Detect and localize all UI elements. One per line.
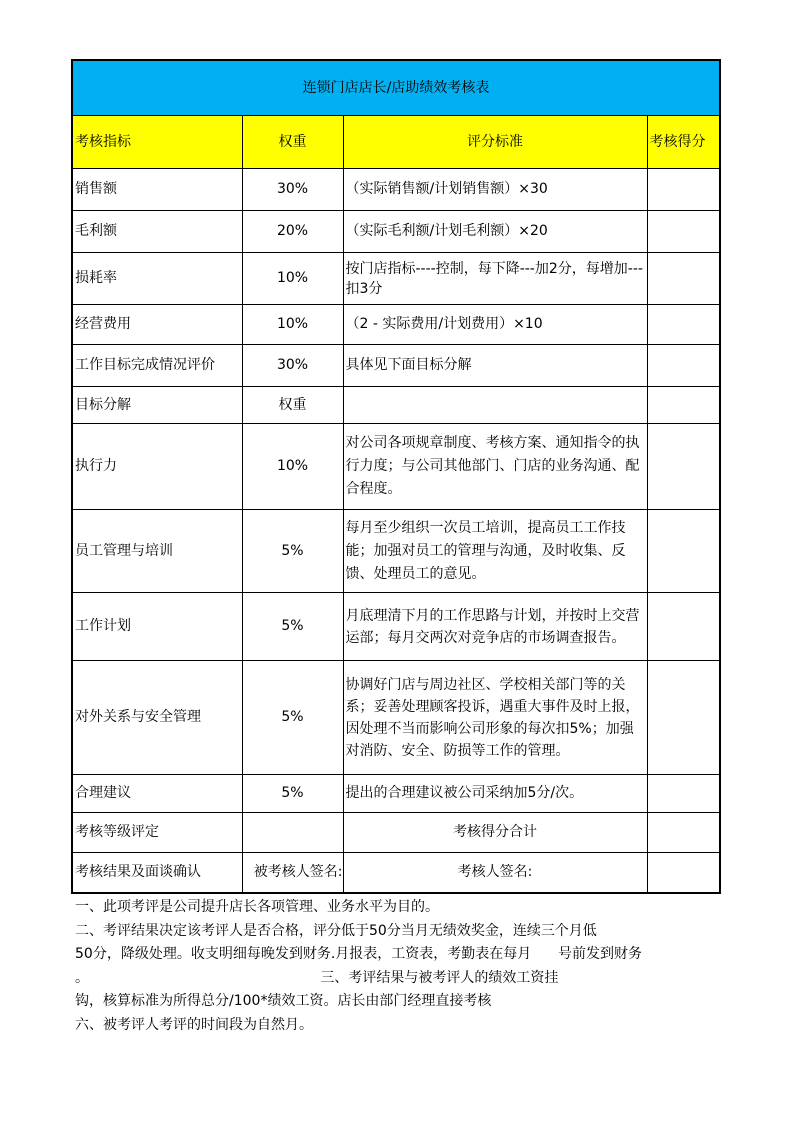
table-row — [72, 169, 720, 211]
indicator-cell: 经营费用 — [72, 305, 242, 345]
indicator-cell: 工作计划 — [72, 593, 242, 661]
grade-label: 考核等级评定 — [72, 813, 242, 853]
weight-cell: 5% — [242, 510, 343, 593]
criteria-cell: （实际销售额/计划销售额）×30 — [343, 169, 647, 211]
note-line: 六、被考评人考评的时间段为自然月。 — [75, 1016, 313, 1033]
note-line: 50分，降级处理。收支明细每晚发到财务.月报表，工资表，考勤表在每月 号前发到财务 — [75, 946, 642, 962]
table-title: 连锁门店店长/店助绩效考核表 — [72, 60, 720, 116]
indicator-cell: 工作目标完成情况评价 — [72, 345, 242, 387]
criteria-cell: （实际毛利额/计划毛利额）×20 — [343, 211, 647, 253]
header-row — [72, 116, 720, 169]
note-line: 钩，核算标准为所得总分/100*绩效工资。店长由部门经理直接考核 — [75, 993, 492, 1009]
score-cell[interactable] — [647, 775, 720, 813]
weight-cell: 10% — [242, 253, 343, 305]
confirm-value[interactable] — [647, 853, 720, 893]
score-cell[interactable] — [647, 211, 720, 253]
criteria-cell: 具体见下面目标分解 — [343, 345, 647, 387]
grade-row — [72, 813, 720, 853]
appraisal-sheet — [71, 59, 719, 894]
indicator-cell: 目标分解 — [72, 387, 242, 424]
criteria-cell: 对公司各项规章制度、考核方案、通知指令的执行力度；与公司其他部门、门店的业务沟通、配合程度。 — [343, 424, 647, 510]
note-line: 。 三、考评结果与被考评人的绩效工资挂 — [75, 969, 559, 986]
score-cell[interactable] — [647, 593, 720, 661]
weight-cell: 20% — [242, 211, 343, 253]
total-score-value[interactable] — [647, 813, 720, 853]
weight-cell: 10% — [242, 424, 343, 510]
note-line: 一、此项考评是公司提升店长各项管理、业务水平为目的。 — [75, 899, 439, 915]
score-cell[interactable] — [647, 424, 720, 510]
weight-cell: 30% — [242, 345, 343, 387]
table-row — [72, 345, 720, 387]
header-weight: 权重 — [242, 116, 343, 169]
table-row — [72, 775, 720, 813]
indicator-cell: 员工管理与培训 — [72, 510, 242, 593]
score-cell[interactable] — [647, 345, 720, 387]
confirm-label: 考核结果及面谈确认 — [72, 853, 242, 893]
table-row — [72, 387, 720, 424]
score-cell[interactable] — [647, 253, 720, 305]
criteria-cell: 按门店指标----控制，每下降---加2分，每增加---扣3分 — [343, 253, 647, 305]
criteria-cell: 协调好门店与周边社区、学校相关部门等的关系；妥善处理顾客投诉，遇重大事件及时上报，因处理不当而影响公司形象的每次扣5%；加强对消防、安全、防损等工作的管理。 — [343, 661, 647, 775]
appraisee-signature[interactable]: 被考核人签名: — [242, 853, 343, 893]
weight-cell: 5% — [242, 661, 343, 775]
confirm-row — [72, 853, 720, 893]
indicator-cell: 销售额 — [72, 169, 242, 211]
score-cell[interactable] — [647, 510, 720, 593]
weight-cell: 5% — [242, 775, 343, 813]
score-cell[interactable] — [647, 661, 720, 775]
table-row — [72, 424, 720, 510]
score-cell[interactable] — [647, 305, 720, 345]
appraisal-table — [71, 59, 721, 894]
indicator-cell: 毛利额 — [72, 211, 242, 253]
notes-section — [75, 896, 735, 1037]
criteria-cell: 提出的合理建议被公司采纳加5分/次。 — [343, 775, 647, 813]
score-cell[interactable] — [647, 387, 720, 424]
grade-value[interactable] — [242, 813, 343, 853]
criteria-cell: 月底理清下月的工作思路与计划，并按时上交营运部；每月交两次对竞争店的市场调查报告。 — [343, 593, 647, 661]
indicator-cell: 合理建议 — [72, 775, 242, 813]
table-row — [72, 211, 720, 253]
header-indicator: 考核指标 — [72, 116, 242, 169]
weight-cell: 权重 — [242, 387, 343, 424]
table-row — [72, 253, 720, 305]
table-row — [72, 305, 720, 345]
table-row — [72, 593, 720, 661]
header-criteria: 评分标准 — [343, 116, 647, 169]
criteria-cell: （2 - 实际费用/计划费用）×10 — [343, 305, 647, 345]
criteria-cell: 每月至少组织一次员工培训，提高员工工作技能；加强对员工的管理与沟通，及时收集、反馈、处理员工的意见。 — [343, 510, 647, 593]
table-row — [72, 510, 720, 593]
indicator-cell: 对外关系与安全管理 — [72, 661, 242, 775]
table-row — [72, 661, 720, 775]
appraiser-signature[interactable]: 考核人签名: — [343, 853, 647, 893]
weight-cell: 5% — [242, 593, 343, 661]
total-score-label: 考核得分合计 — [343, 813, 647, 853]
header-score: 考核得分 — [647, 116, 720, 169]
score-cell[interactable] — [647, 169, 720, 211]
indicator-cell: 执行力 — [72, 424, 242, 510]
criteria-cell — [343, 387, 647, 424]
indicator-cell: 损耗率 — [72, 253, 242, 305]
weight-cell: 30% — [242, 169, 343, 211]
weight-cell: 10% — [242, 305, 343, 345]
note-line: 二、考评结果决定该考评人是否合格，评分低于50分当月无绩效奖金，连续三个月低 — [75, 922, 597, 939]
